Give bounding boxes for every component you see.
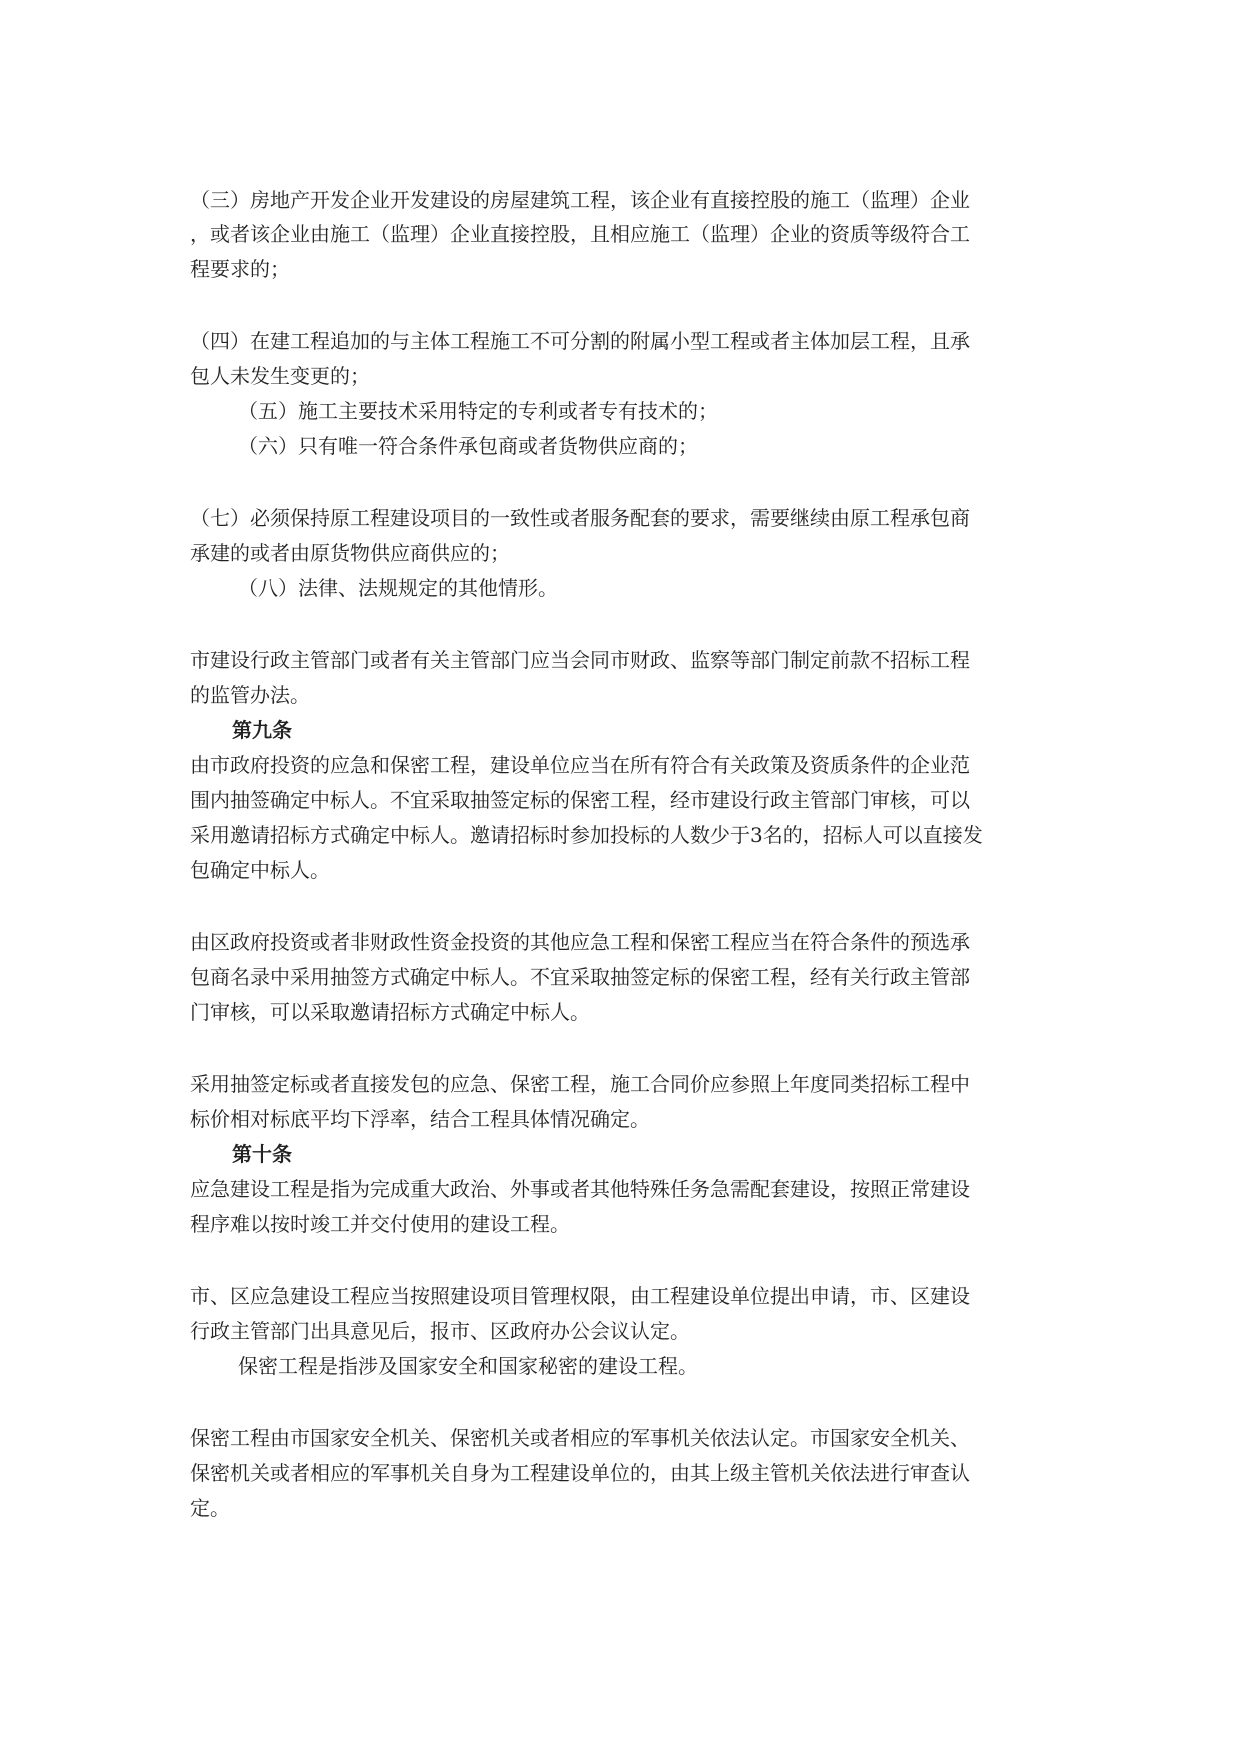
text-line: 标价相对标底平均下浮率，结合工程具体情况确定。 [190,1107,650,1131]
text-line: 包人未发生变更的； [190,364,370,388]
text-line: 保密工程是指涉及国家安全和国家秘密的建设工程。 [238,1354,698,1378]
article-heading: 第九条 [232,718,292,742]
text-line: 承建的或者由原货物供应商供应的； [190,541,510,565]
text-line: ，或者该企业由施工（监理）企业直接控股，且相应施工（监理）企业的资质等级符合工 [190,222,970,246]
text-line: 包确定中标人。 [190,858,330,882]
text-line: 采用抽签定标或者直接发包的应急、保密工程，施工合同价应参照上年度同类招标工程中 [190,1072,970,1096]
text-line: 程要求的； [190,257,290,281]
text-line: 由市政府投资的应急和保密工程，建设单位应当在所有符合有关政策及资质条件的企业范 [190,753,970,777]
text-line: 围内抽签确定中标人。不宜采取抽签定标的保密工程，经市建设行政主管部门审核，可以 [190,788,970,812]
text-line: 应急建设工程是指为完成重大政治、外事或者其他特殊任务急需配套建设，按照正常建设 [190,1177,970,1201]
text-line: 保密工程由市国家安全机关、保密机关或者相应的军事机关依法认定。市国家安全机关、 [190,1426,970,1450]
text-line: （七）必须保持原工程建设项目的一致性或者服务配套的要求，需要继续由原工程承包商 [190,506,970,530]
text-line: 由区政府投资或者非财政性资金投资的其他应急工程和保密工程应当在符合条件的预选承 [190,930,970,954]
text-line: （六）只有唯一符合条件承包商或者货物供应商的； [238,434,698,458]
text-line: 行政主管部门出具意见后，报市、区政府办公会议认定。 [190,1319,690,1343]
text-line: （八）法律、法规规定的其他情形。 [238,576,558,600]
text-line: （四）在建工程追加的与主体工程施工不可分割的附属小型工程或者主体加层工程，且承 [190,329,970,353]
article-heading: 第十条 [232,1142,292,1166]
text-line: 包商名录中采用抽签方式确定中标人。不宜采取抽签定标的保密工程，经有关行政主管部 [190,965,970,989]
text-line: 的监管办法。 [190,683,310,707]
text-line: 程序难以按时竣工并交付使用的建设工程。 [190,1212,570,1236]
text-line: 市、区应急建设工程应当按照建设项目管理权限，由工程建设单位提出申请，市、区建设 [190,1284,970,1308]
text-line: 门审核，可以采取邀请招标方式确定中标人。 [190,1000,590,1024]
text-line: 保密机关或者相应的军事机关自身为工程建设单位的，由其上级主管机关依法进行审查认 [190,1461,970,1485]
text-line: 市建设行政主管部门或者有关主管部门应当会同市财政、监察等部门制定前款不招标工程 [190,648,970,672]
text-line: （五）施工主要技术采用特定的专利或者专有技术的； [238,399,718,423]
text-line: （三）房地产开发企业开发建设的房屋建筑工程，该企业有直接控股的施工（监理）企业 [190,188,970,212]
text-line: 定。 [190,1496,230,1520]
text-line: 采用邀请招标方式确定中标人。邀请招标时参加投标的人数少于3名的，招标人可以直接发 [190,823,983,847]
